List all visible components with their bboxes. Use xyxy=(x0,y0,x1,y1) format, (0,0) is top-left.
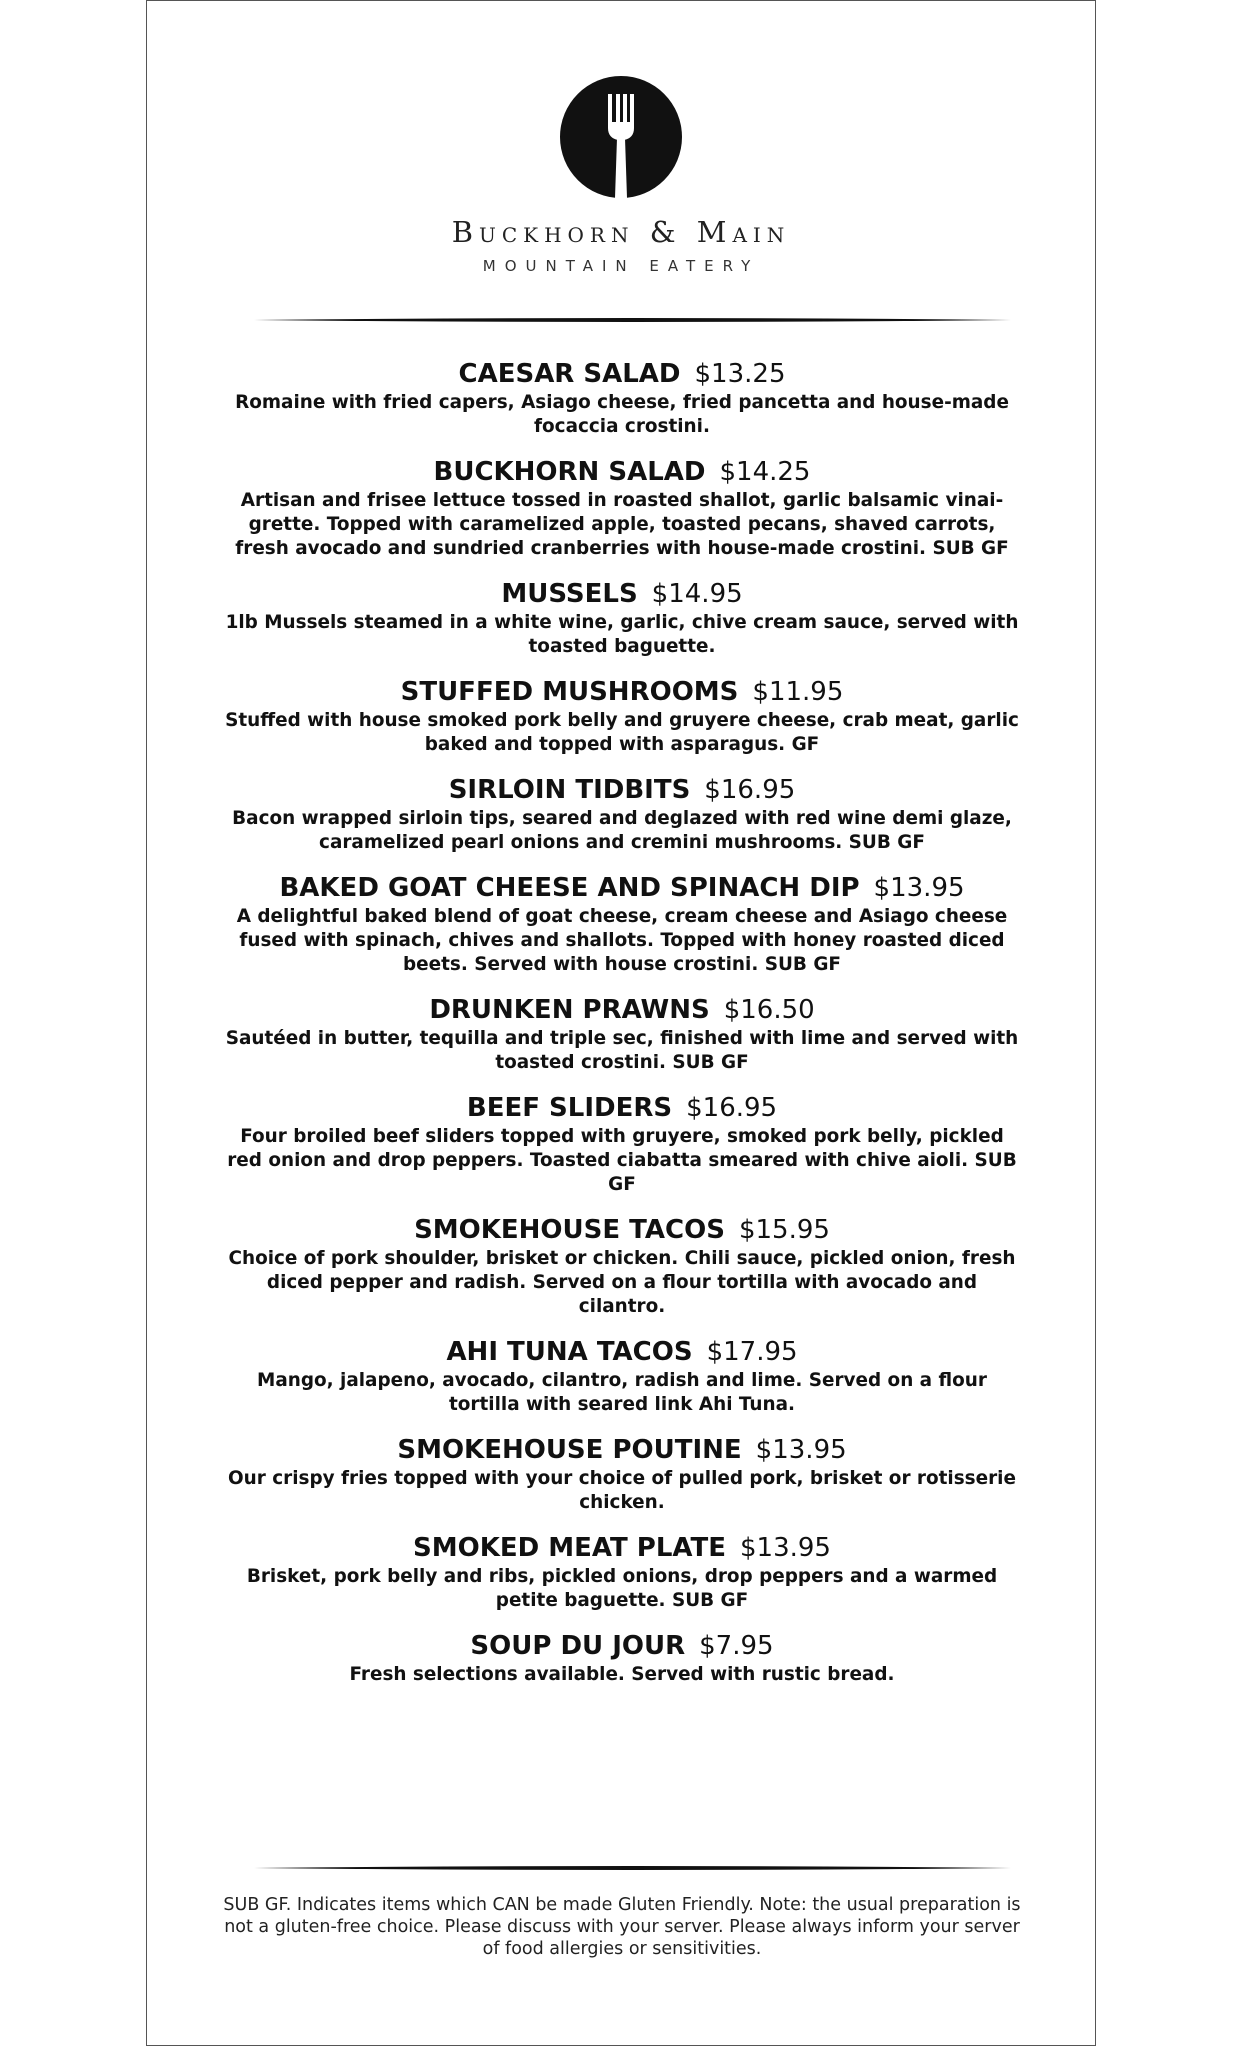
menu-item-description: Four broiled beef sliders topped with gruyere, smoked pork belly, pickled red onion and drop peppers. Toasted ciabatta smeared with chive aioli. SUB GF xyxy=(227,1126,1017,1195)
menu-item-price: $11.95 xyxy=(752,677,844,707)
menu-item-name: SMOKEHOUSE TACOS xyxy=(414,1215,725,1245)
menu-item-heading xyxy=(187,993,1057,1027)
menu-item xyxy=(187,993,1057,1075)
top-divider xyxy=(250,317,1011,323)
menu-item-description: Romaine with fried capers, Asiago cheese, fried pancetta and house-made focaccia crostini. xyxy=(235,392,1009,437)
menu-item-heading xyxy=(187,1213,1057,1247)
menu-item xyxy=(187,1629,1057,1687)
menu-item-description: Mango, jalapeno, avocado, cilantro, radish and lime. Served on a flour tortilla with seared link Ahi Tuna. xyxy=(257,1370,987,1415)
menu-item xyxy=(187,577,1057,659)
menu-item-description: Bacon wrapped sirloin tips, seared and deglazed with red wine demi glaze, caramelized pearl onions and cremini mushrooms. SUB GF xyxy=(232,808,1012,853)
menu-item-description: Choice of pork shoulder, brisket or chicken. Chili sauce, pickled onion, fresh diced pepper and radish. Served on a flour tortilla with avocado and cilantro. xyxy=(228,1248,1016,1317)
menu-item-price: $7.95 xyxy=(699,1631,774,1661)
menu-item-price: $13.95 xyxy=(873,873,965,903)
menu-item-name: SIRLOIN TIDBITS xyxy=(448,775,691,805)
menu-item xyxy=(187,357,1057,439)
fork-icon xyxy=(560,76,682,198)
menu-item-name: SMOKED MEAT PLATE xyxy=(413,1533,726,1563)
menu-item-heading xyxy=(187,455,1057,489)
menu-item-name: SOUP DU JOUR xyxy=(470,1631,686,1661)
menu-item-price: $13.25 xyxy=(694,359,786,389)
menu-item xyxy=(187,455,1057,561)
menu-item-name: MUSSELS xyxy=(501,579,638,609)
menu-item-price: $15.95 xyxy=(738,1215,830,1245)
logo xyxy=(147,76,1095,275)
menu-item-description: Brisket, pork belly and ribs, pickled onions, drop peppers and a warmed petite baguette. SUB GF xyxy=(246,1566,998,1611)
menu-item-heading xyxy=(187,675,1057,709)
menu-list xyxy=(187,357,1057,1703)
menu-item-description: A delightful baked blend of goat cheese, cream cheese and Asiago cheese fused with spinach, chives and shallots. Topped with honey roasted diced beets. Served with house crostini. SUB GF xyxy=(236,906,1008,975)
menu-item-price: $13.95 xyxy=(755,1435,847,1465)
menu-item-name: BUCKHORN SALAD xyxy=(433,457,706,487)
menu-item xyxy=(187,1091,1057,1197)
menu-item-name: DRUNKEN PRAWNS xyxy=(429,995,710,1025)
menu-item-name: BEEF SLIDERS xyxy=(466,1093,673,1123)
menu-item-description: Fresh selections available. Served with rustic bread. xyxy=(349,1664,895,1685)
menu-item-name: CAESAR SALAD xyxy=(458,359,681,389)
menu-item xyxy=(187,1213,1057,1319)
bottom-divider xyxy=(250,1865,1011,1871)
menu-item xyxy=(187,1335,1057,1417)
menu-item-heading xyxy=(187,1335,1057,1369)
menu-item-description: Artisan and frisee lettuce tossed in roasted shallot, garlic balsamic vinai-grette. Topped with caramelized apple, toasted pecans, shaved carrots, fresh avocado and sundried cranberries with house-made crostini. SUB GF xyxy=(235,490,1009,559)
menu-item xyxy=(187,871,1057,977)
menu-item xyxy=(187,773,1057,855)
menu-item-name: STUFFED MUSHROOMS xyxy=(400,677,739,707)
menu-item-price: $16.95 xyxy=(686,1093,778,1123)
menu-item-heading xyxy=(187,357,1057,391)
menu-page xyxy=(146,0,1096,2046)
menu-item-heading xyxy=(187,1629,1057,1663)
menu-item xyxy=(187,1531,1057,1613)
menu-item-description: Sautéed in butter, tequilla and triple sec, finished with lime and served with toasted crostini. SUB GF xyxy=(225,1028,1019,1073)
menu-item-name: BAKED GOAT CHEESE AND SPINACH DIP xyxy=(279,873,860,903)
brand-tagline: MOUNTAIN EATERY xyxy=(482,257,760,275)
menu-item-price: $13.95 xyxy=(740,1533,831,1563)
menu-item-heading xyxy=(187,1531,1057,1565)
menu-item xyxy=(187,1433,1057,1515)
gluten-footnote: SUB GF. Indicates items which CAN be made Gluten Friendly. Note: the usual preparation is not a gluten-free choice. Please discuss with your server. Please always inform your server of food allergies or sensitivities. xyxy=(223,1895,1021,1959)
menu-item-name: SMOKEHOUSE POUTINE xyxy=(397,1435,742,1465)
menu-item-heading xyxy=(187,871,1057,905)
menu-item-description: Our crispy fries topped with your choice of pulled pork, brisket or rotisserie chicken. xyxy=(228,1468,1016,1513)
menu-item-description: Stuffed with house smoked pork belly and gruyere cheese, crab meat, garlic baked and topped with asparagus. GF xyxy=(225,710,1019,755)
brand-name: Buckhorn & Main xyxy=(451,215,791,249)
menu-item-price: $16.50 xyxy=(723,995,815,1025)
menu-item-heading xyxy=(187,577,1057,611)
menu-item-heading xyxy=(187,773,1057,807)
menu-item-price: $16.95 xyxy=(704,775,796,805)
menu-item-price: $14.25 xyxy=(719,457,811,487)
menu-item-heading xyxy=(187,1091,1057,1125)
menu-item xyxy=(187,675,1057,757)
menu-item-name: AHI TUNA TACOS xyxy=(446,1337,693,1367)
menu-item-price: $17.95 xyxy=(706,1337,798,1367)
menu-item-price: $14.95 xyxy=(651,579,743,609)
menu-item-heading xyxy=(187,1433,1057,1467)
menu-item-description: 1lb Mussels steamed in a white wine, garlic, chive cream sauce, served with toasted baguette. xyxy=(225,612,1019,657)
